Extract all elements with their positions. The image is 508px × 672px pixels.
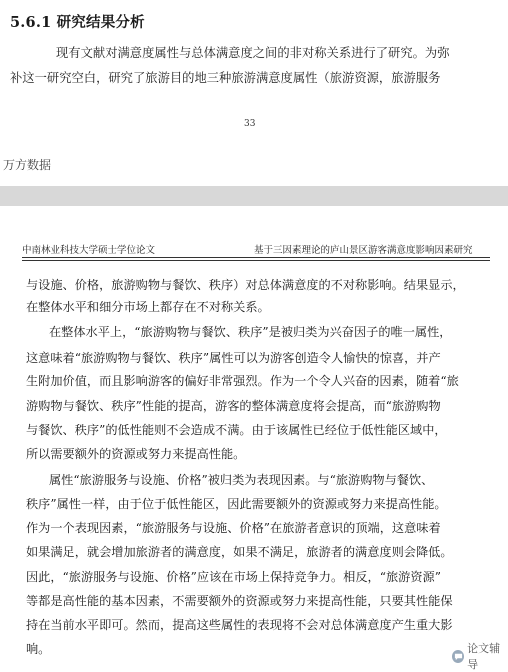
source-label: 万方数据 xyxy=(3,158,52,172)
body-line: 在整体水平上，“旅游购物与餐饮、秩序”是被归类为兴奋因子的唯一属性， xyxy=(49,325,452,339)
header-right: 基于三因素理论的庐山景区游客满意度影响因素研究 xyxy=(254,245,473,256)
body-line: 与餐饮、秩序”的低性能则不会造成不满。由于该属性已经位于低性能区域中， xyxy=(26,423,447,437)
body-line: 属性“旅游服务与设施、价格”被归类为表现因素。与“旅游购物与餐饮、 xyxy=(49,473,434,487)
page-gap xyxy=(0,186,508,206)
body-line: 所以需要额外的资源或努力来提高性能。 xyxy=(26,447,246,461)
body-line: 与设施、价格，旅游购物与餐饮、秩序）对总体满意度的不对称影响。结果显示， xyxy=(26,278,465,292)
body-line: 持在当前水平即可。然而，提高这些属性的表现将不会对总体满意度产生重大影 xyxy=(26,618,453,632)
body-line: 作为一个表现因素，“旅游服务与设施、价格”在旅游者意识的顶端，这意味着 xyxy=(26,521,441,535)
body-line: 如果满足，就会增加旅游者的满意度，如果不满足，旅游者的满意度则会降低。 xyxy=(26,545,453,559)
body-line: 因此，“旅游服务与设施、价格”应该在市场上保持竞争力。相反，“旅游资源” xyxy=(26,570,441,584)
body-line: 这意味着“旅游购物与餐饮、秩序”属性可以为游客创造令人愉快的惊喜，并产 xyxy=(26,351,441,365)
header-rule xyxy=(22,257,490,261)
body-line: 生附加价值，而且影响游客的偏好非常强烈。作为一个令人兴奋的因素，随着“旅 xyxy=(26,374,459,388)
page-number: 33 xyxy=(244,119,256,129)
body-line: 等都是高性能的基本因素，不需要额外的资源或努力来提高性能，只要其性能保 xyxy=(26,594,453,608)
watermark-text: 论文辅导 xyxy=(467,642,501,671)
watermark xyxy=(452,640,508,672)
section-title: 5.6.1 研究结果分析 xyxy=(10,14,145,31)
paragraph-line: 补这一研究空白，研究了旅游目的地三种旅游满意度属性（旅游资源，旅游服务 xyxy=(10,71,441,85)
body-line: 秩序”属性一样，由于位于低性能区，因此需要额外的资源或努力来提高性能。 xyxy=(26,497,447,511)
paragraph-line: 现有文献对满意度属性与总体满意度之间的非对称关系进行了研究。为弥 xyxy=(56,46,450,60)
body-line: 在整体水平和细分市场上都存在不对称关系。 xyxy=(26,300,270,314)
body-line: 响。 xyxy=(26,642,51,656)
body-line: 游购物与餐饮、秩序”性能的提高，游客的整体满意度将会提高，而“旅游购物 xyxy=(26,399,441,413)
chat-bubble-icon xyxy=(452,650,464,663)
header-left: 中南林业科技大学硕士学位论文 xyxy=(22,245,156,256)
